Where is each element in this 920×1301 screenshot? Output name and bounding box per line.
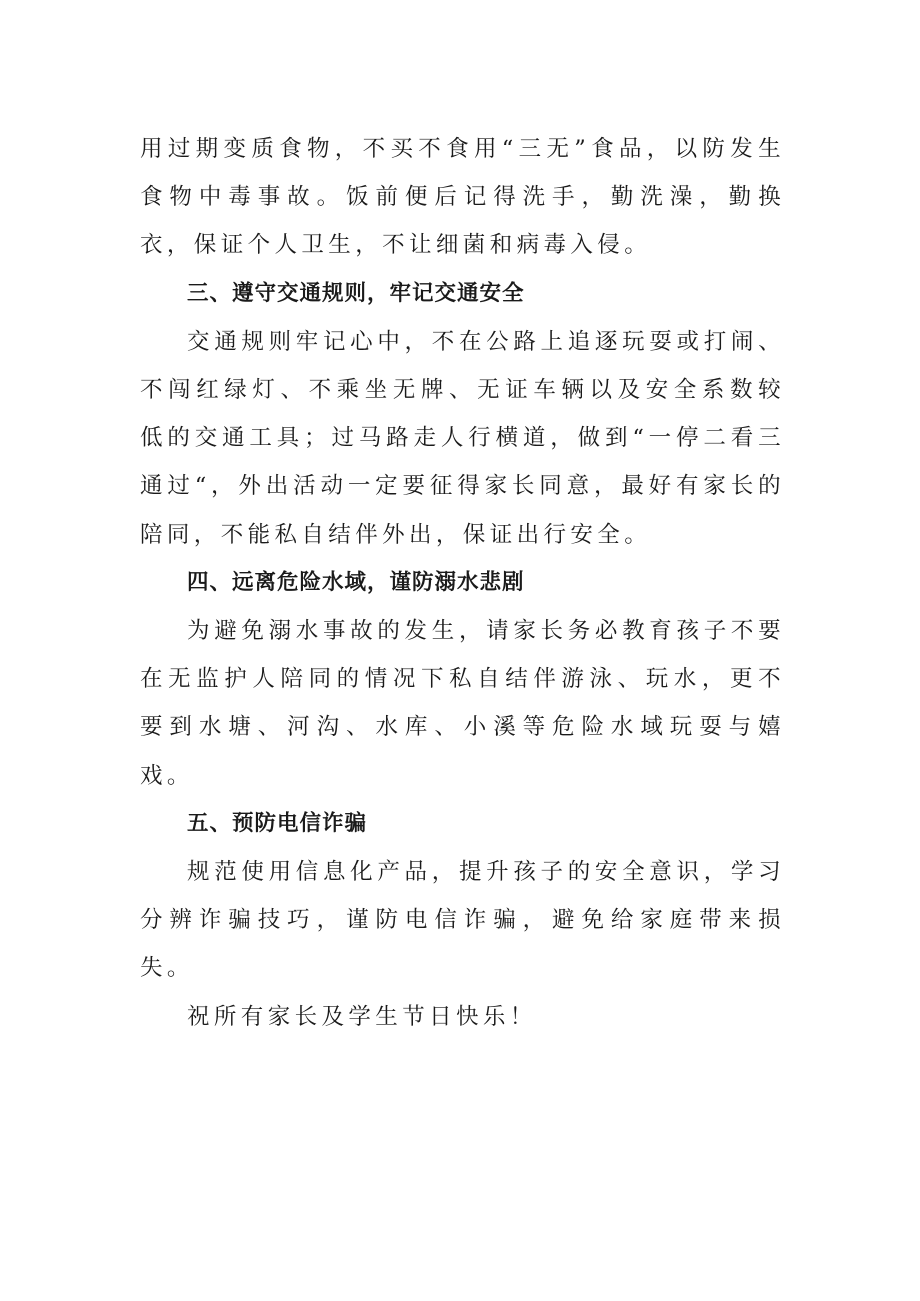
- document-body: [140, 125, 785, 1041]
- section-heading-telecom-fraud: 五、预防电信诈骗: [187, 810, 368, 836]
- closing-greeting: 祝所有家长及学生节日快乐！: [187, 1003, 537, 1030]
- intro-continuation-paragraph: 用过期变质食物，不买不食用“三无”食品，以防发生食物中毒事故。饭前便后记得洗手，勤洗澡，勤换衣，保证个人卫生，不让细菌和病毒入侵。: [140, 136, 785, 259]
- section-body-telecom-fraud: 规范使用信息化产品，提升孩子的安全意识，学习分辨诈骗技巧，谨防电信诈骗，避免给家庭带来损失。: [140, 859, 785, 982]
- section-body-traffic-safety: 交通规则牢记心中，不在公路上追逐玩耍或打闹、不闯红绿灯、不乘坐无牌、无证车辆以及安全系数较低的交通工具；过马路走人行横道，做到“一停二看三通过“，外出活动一定要征得家长同意，最好有家长的陪同，不能私自结伴外出，保证出行安全。: [140, 328, 785, 548]
- section-body-water-safety: 为避免溺水事故的发生，请家长务必教育孩子不要在无监护人陪同的情况下私自结伴游泳、玩水，更不要到水塘、河沟、水库、小溪等危险水域玩耍与嬉戏。: [140, 618, 785, 789]
- section-heading-traffic-safety: 三、遵守交通规则，牢记交通安全: [187, 280, 525, 306]
- section-heading-water-safety: 四、远离危险水域，谨防溺水悲剧: [187, 569, 525, 595]
